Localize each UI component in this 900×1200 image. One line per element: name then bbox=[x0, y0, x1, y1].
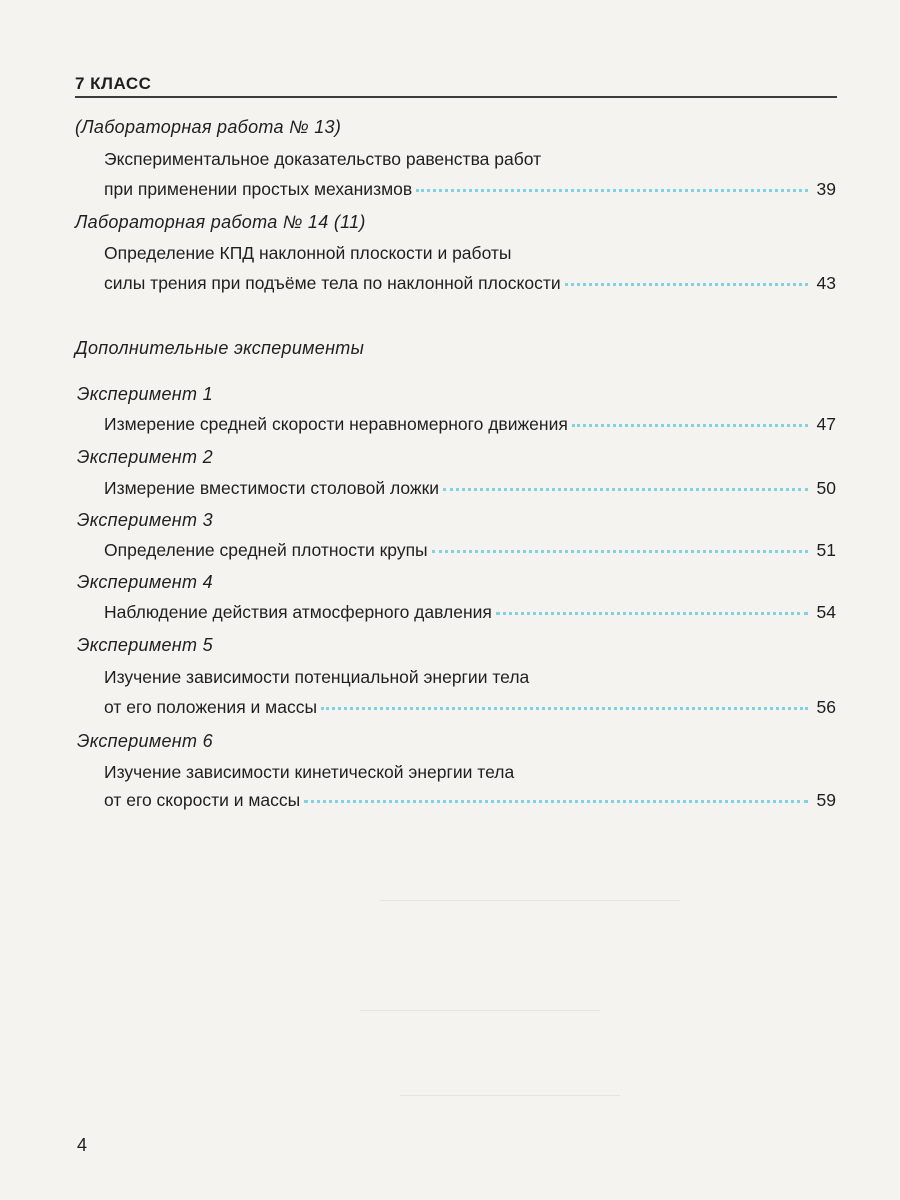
experiment-3-heading: Эксперимент 3 bbox=[77, 510, 213, 530]
section-heading: Дополнительные эксперименты bbox=[75, 338, 365, 358]
experiment-6-heading: Эксперимент 6 bbox=[77, 731, 213, 751]
dot-leader bbox=[321, 707, 808, 710]
lab-14-heading: Лабораторная работа № 14 (11) bbox=[75, 212, 366, 232]
experiment-4-heading: Эксперимент 4 bbox=[77, 572, 213, 592]
page-ref: 50 bbox=[816, 478, 836, 498]
show-through-mark bbox=[400, 1095, 620, 1096]
experiment-1-title: Измерение средней скорости неравномерного движения bbox=[104, 414, 568, 434]
toc-line-experiment-4[interactable] bbox=[104, 602, 836, 623]
page-header bbox=[75, 74, 837, 98]
toc-line-lab-14[interactable] bbox=[104, 273, 836, 294]
experiment-5-heading: Эксперимент 5 bbox=[77, 635, 213, 655]
dot-leader bbox=[443, 488, 808, 491]
experiment-3-title: Определение средней плотности крупы bbox=[104, 540, 428, 560]
page-ref: 43 bbox=[816, 273, 836, 293]
toc-line-experiment-3[interactable] bbox=[104, 540, 836, 561]
show-through-mark bbox=[360, 1010, 600, 1011]
page-ref: 56 bbox=[816, 697, 836, 717]
lab-13-title-last: при применении простых механизмов bbox=[104, 179, 413, 199]
lab-14-title-line: Определение КПД наклонной плоскости и работы bbox=[104, 243, 512, 263]
experiment-4-title: Наблюдение действия атмосферного давления bbox=[104, 602, 492, 622]
page-number: 4 bbox=[77, 1135, 88, 1155]
page-ref: 59 bbox=[816, 790, 836, 810]
dot-leader bbox=[496, 612, 808, 615]
page-ref: 39 bbox=[816, 179, 836, 199]
toc-line-experiment-1[interactable] bbox=[104, 414, 836, 435]
grade-title: 7 КЛАСС bbox=[75, 74, 152, 93]
dot-leader bbox=[304, 800, 808, 803]
dot-leader bbox=[572, 424, 808, 427]
lab-13-heading: (Лабораторная работа № 13) bbox=[75, 117, 342, 137]
dot-leader bbox=[432, 550, 808, 553]
page-ref: 47 bbox=[816, 414, 836, 434]
toc-line-experiment-6[interactable] bbox=[104, 790, 836, 811]
dot-leader bbox=[565, 283, 808, 286]
experiment-2-title: Измерение вместимости столовой ложки bbox=[104, 478, 440, 498]
dot-leader bbox=[416, 189, 808, 192]
experiment-6-title-last: от его скорости и массы bbox=[104, 790, 301, 810]
toc-line-lab-13[interactable] bbox=[104, 179, 836, 200]
lab-14-title-last: силы трения при подъёме тела по наклонной плоскости bbox=[104, 273, 561, 293]
experiment-2-heading: Эксперимент 2 bbox=[77, 447, 213, 467]
toc-line-experiment-5[interactable] bbox=[104, 697, 836, 718]
lab-13-title-line: Экспериментальное доказательство равенства работ bbox=[104, 149, 542, 169]
experiment-5-title-last: от его положения и массы bbox=[104, 697, 318, 717]
show-through-mark bbox=[380, 900, 680, 901]
experiment-6-title-line: Изучение зависимости кинетической энергии тела bbox=[104, 762, 515, 782]
page-ref: 51 bbox=[816, 540, 836, 560]
toc-line-experiment-2[interactable] bbox=[104, 478, 836, 499]
experiment-5-title-line: Изучение зависимости потенциальной энергии тела bbox=[104, 667, 530, 687]
experiment-1-heading: Эксперимент 1 bbox=[77, 384, 213, 404]
page-ref: 54 bbox=[816, 602, 836, 622]
